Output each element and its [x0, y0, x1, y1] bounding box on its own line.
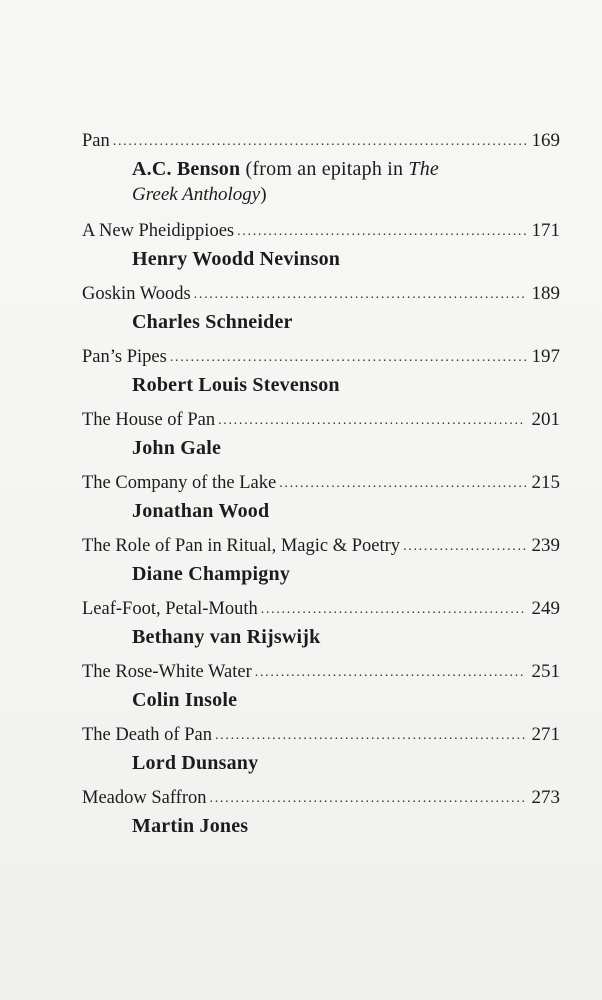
entry-title: Pan’s Pipes: [82, 347, 167, 367]
entry-author: John Gale: [132, 437, 222, 459]
entry-title: The Role of Pan in Ritual, Magic & Poetry: [82, 536, 401, 556]
entry-author: Martin Jones: [132, 815, 249, 837]
toc-title-line: [82, 596, 560, 624]
toc-title-line: [82, 470, 560, 498]
toc-entry: [82, 281, 560, 335]
dot-leader: [218, 408, 525, 434]
entry-title: The House of Pan: [82, 410, 216, 430]
toc-entry: [82, 470, 560, 524]
toc-entry: [82, 344, 560, 398]
toc-title-line: [82, 722, 560, 750]
dot-leader: [170, 345, 526, 371]
entry-author: Diane Champigny: [132, 563, 291, 585]
dot-leader: [261, 597, 526, 623]
dot-leader: [194, 282, 526, 308]
toc-title-line: [82, 344, 560, 372]
dot-leader: [210, 786, 526, 812]
page-number: 171: [531, 220, 560, 241]
entry-author: Henry Woodd Nevinson: [132, 248, 341, 270]
entry-author: Colin Insole: [132, 689, 238, 711]
toc-entry: [82, 785, 560, 839]
entry-title: Leaf-Foot, Petal-Mouth: [82, 599, 258, 619]
page-number: 271: [531, 724, 560, 745]
dot-leader: [255, 660, 526, 686]
dot-leader: [403, 534, 525, 560]
dot-leader: [279, 471, 525, 497]
page-number: 273: [531, 787, 560, 808]
toc-entry: [82, 128, 560, 208]
entry-author: Robert Louis Stevenson: [132, 374, 340, 396]
toc-title-line: [82, 218, 560, 246]
page-number: 201: [531, 409, 560, 430]
toc-entry: [82, 596, 560, 650]
toc-title-line: [82, 407, 560, 435]
author-name: A.C. Benson: [132, 158, 241, 180]
page-number: 189: [531, 283, 560, 304]
toc-title-line: [82, 533, 560, 561]
page-number: 239: [531, 535, 560, 556]
toc-title-line: [82, 785, 560, 813]
entry-title: Meadow Saffron: [82, 788, 207, 808]
entry-title: The Rose-White Water: [82, 662, 252, 682]
toc-entry: [82, 722, 560, 776]
toc-entry: [82, 533, 560, 587]
author-note-italic-1: The: [408, 158, 439, 180]
page-number: 197: [531, 346, 560, 367]
entry-title: The Company of the Lake: [82, 473, 277, 493]
page-number: 249: [531, 598, 560, 619]
entry-author: Jonathan Wood: [132, 500, 270, 522]
page-number: 215: [531, 472, 560, 493]
dot-leader: [237, 219, 525, 245]
author-note-suffix: ): [260, 184, 267, 205]
toc-title-line: [82, 281, 560, 309]
entry-author: Bethany van Rijswijk: [132, 626, 321, 648]
entry-title: Goskin Woods: [82, 284, 191, 304]
author-note-italic-2: Greek Anthology: [132, 184, 261, 205]
entry-author: Charles Schneider: [132, 311, 293, 333]
dot-leader: [113, 129, 526, 155]
author-note-continued: [132, 182, 560, 208]
toc-entry: [82, 218, 560, 272]
author-note-prefix: (from an epitaph in: [240, 158, 409, 180]
toc-title-line: [82, 128, 560, 156]
entry-title: Pan: [82, 131, 110, 151]
entry-title: A New Pheidippioes: [82, 221, 235, 241]
entry-title: The Death of Pan: [82, 725, 212, 745]
page-number: 169: [531, 130, 560, 151]
toc-entry: [82, 659, 560, 713]
entry-author: [132, 156, 560, 182]
page-number: 251: [531, 661, 560, 682]
dot-leader: [215, 723, 526, 749]
toc-title-line: [82, 659, 560, 687]
toc-entry: [82, 407, 560, 461]
entry-author: Lord Dunsany: [132, 752, 259, 774]
